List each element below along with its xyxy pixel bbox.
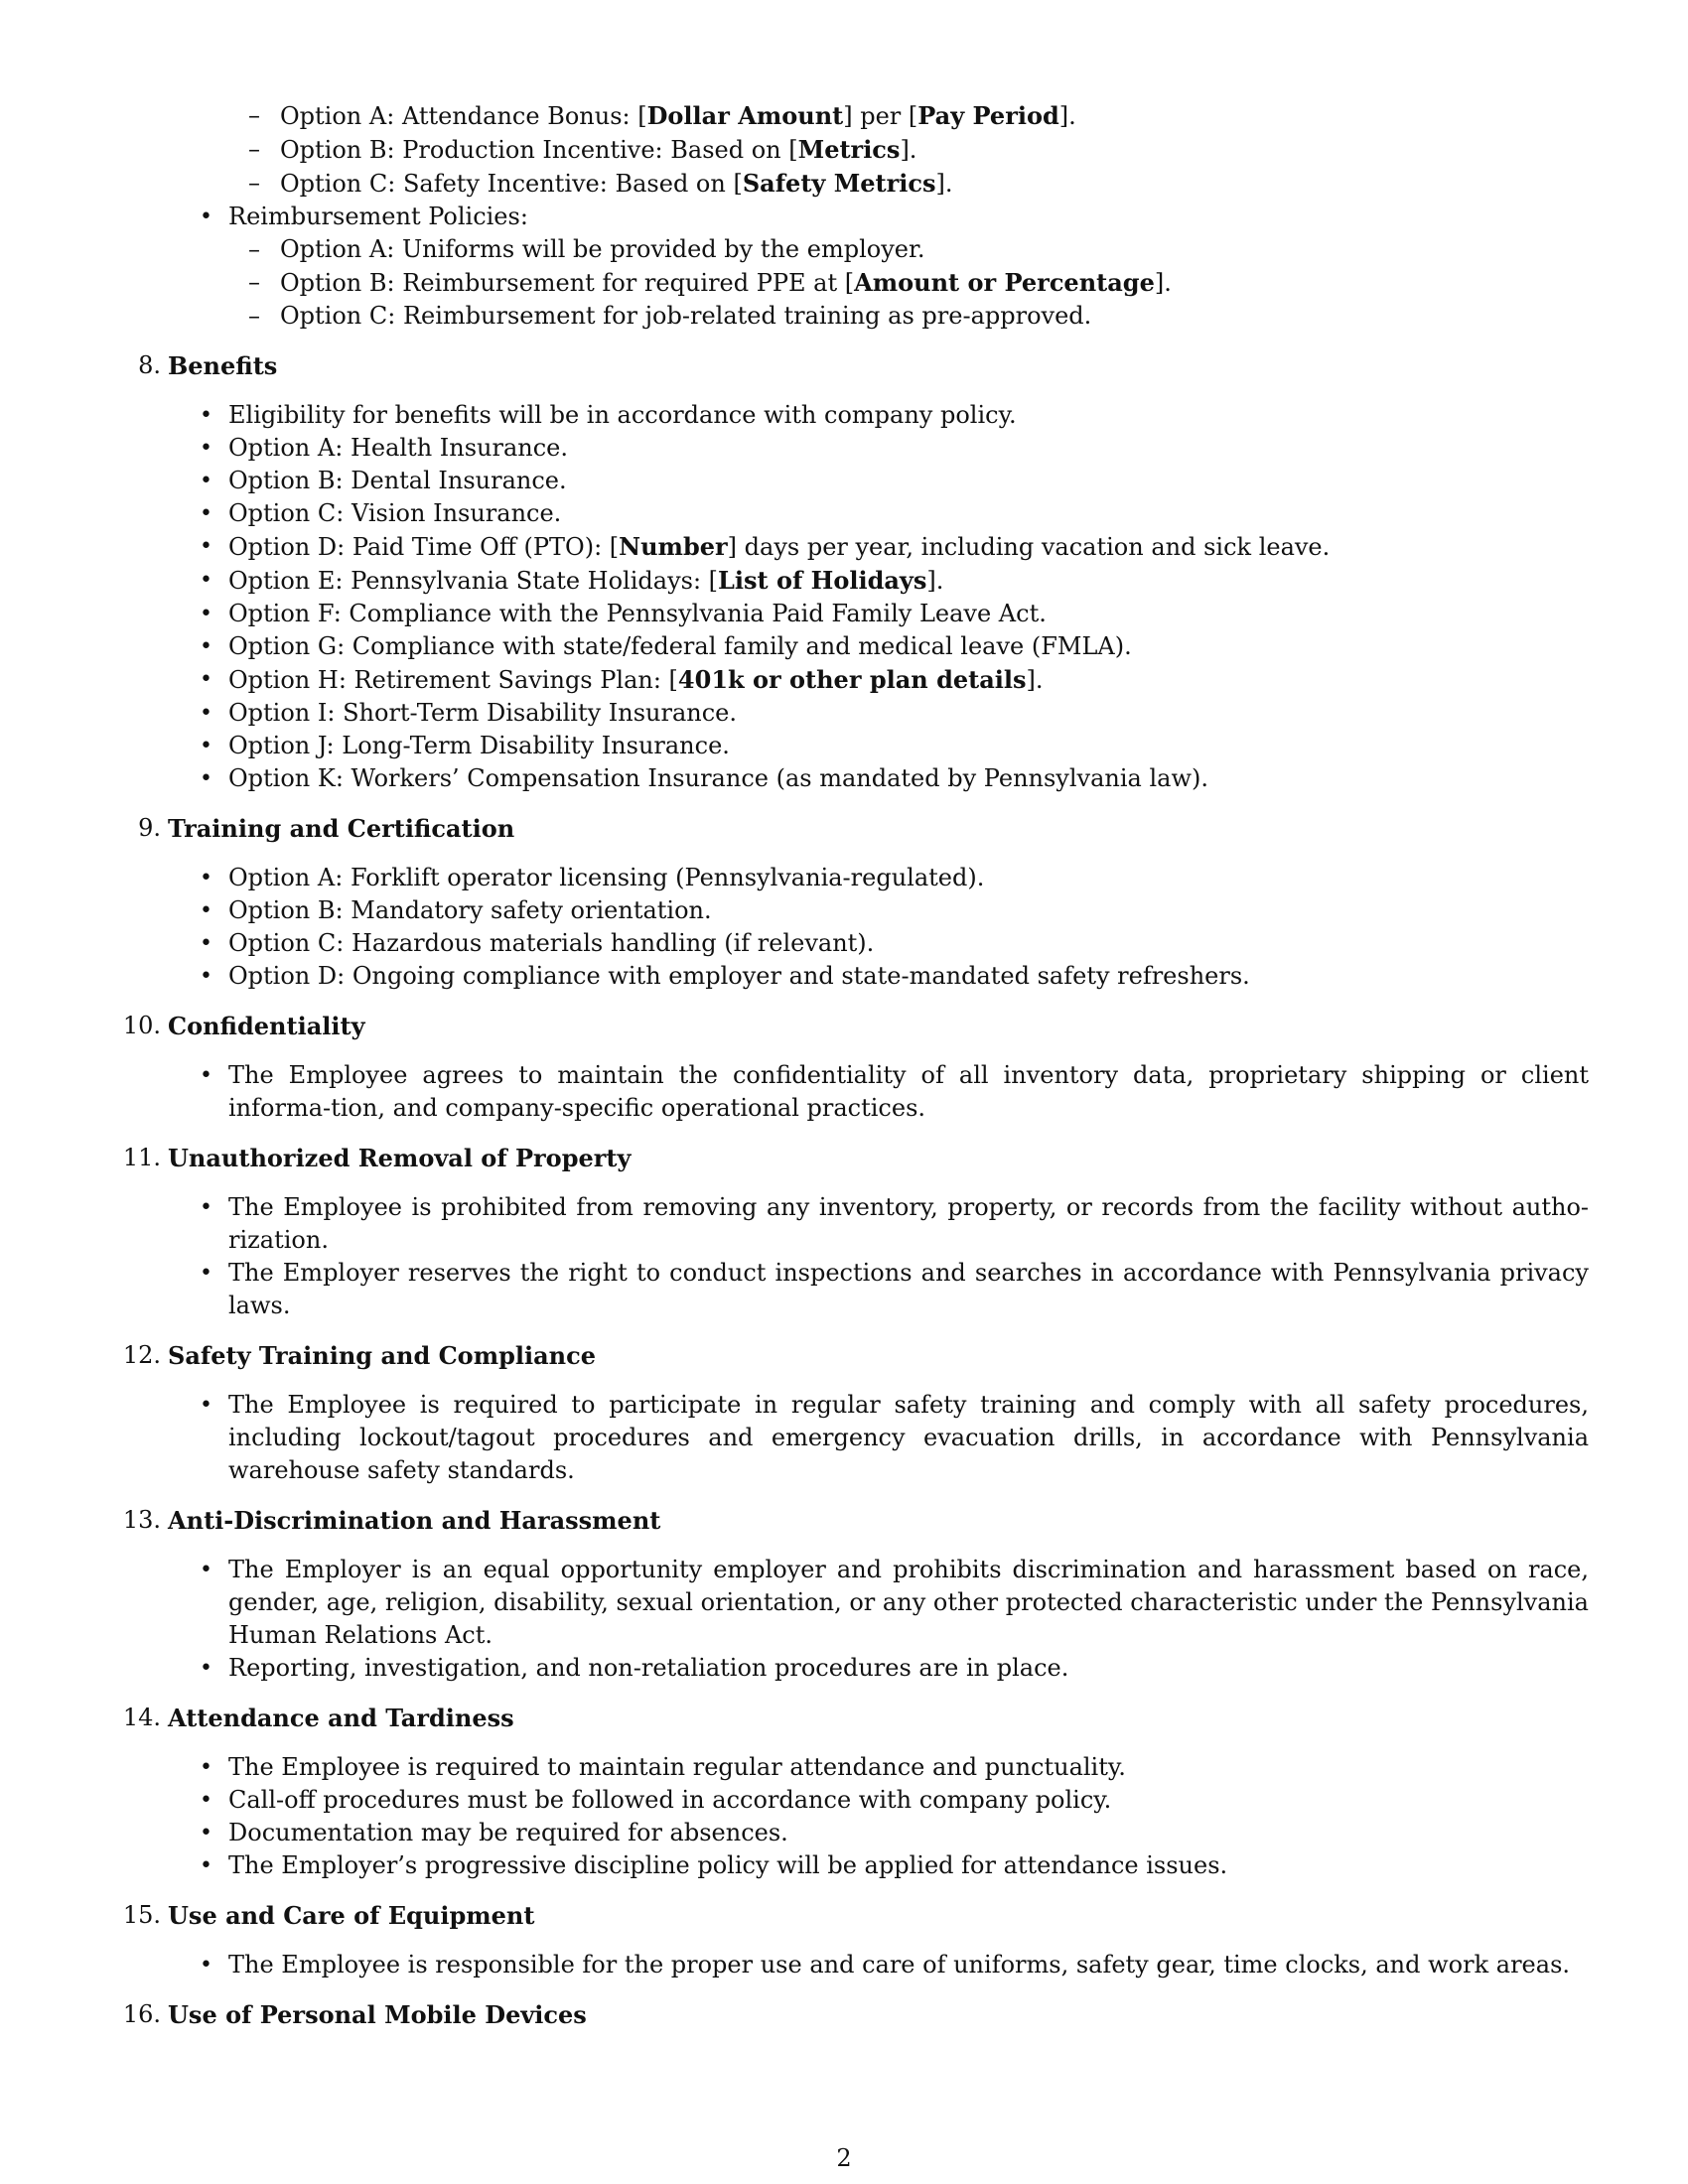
item-text [228, 632, 1132, 660]
item-text [228, 666, 1044, 694]
text-run: Documentation may be required for absences. [228, 1819, 788, 1846]
list-item [0, 1652, 1688, 1685]
section-title: Benefits [168, 351, 278, 380]
bullet-icon: • [200, 501, 212, 526]
item-text [228, 567, 943, 595]
bullet-icon: • [200, 1063, 212, 1088]
bullet-icon: • [200, 667, 212, 692]
section-number: 8. [138, 351, 161, 379]
reimbursement-options [0, 233, 1688, 333]
item-text [228, 401, 1017, 429]
section-heading [0, 1998, 1688, 2031]
sub-option-item [0, 233, 1688, 266]
bullet-icon: • [200, 1788, 212, 1813]
item-text [280, 235, 924, 263]
bullet-icon: • [200, 1953, 212, 1978]
bullet-icon: • [200, 1558, 212, 1582]
item-text [228, 1391, 1589, 1484]
item-text [228, 1786, 1111, 1814]
bullet-icon: • [200, 403, 212, 428]
list-item [0, 762, 1688, 795]
section-items [0, 1389, 1688, 1487]
item-text [228, 864, 984, 891]
list-item [0, 1949, 1688, 1981]
document-body [0, 99, 1688, 2031]
list-item [0, 697, 1688, 730]
item-text [228, 929, 874, 957]
section-items [0, 399, 1688, 795]
text-run: Option H: Retirement Savings Plan: [ [228, 666, 678, 694]
text-run: Option A: Forklift operator licensing (Pennsylvania-regulated). [228, 864, 985, 891]
item-text [280, 170, 953, 198]
list-item [0, 465, 1688, 497]
bullet-icon: • [200, 1656, 212, 1681]
text-run: ]. [1058, 102, 1076, 130]
item-text [228, 732, 730, 759]
text-run: ]. [926, 567, 944, 595]
list-item [0, 927, 1688, 960]
section-heading [0, 1010, 1688, 1042]
section-number: 9. [138, 814, 161, 842]
text-run: Option A: Uniforms will be provided by the employer. [280, 235, 925, 263]
section-heading [0, 1339, 1688, 1372]
text-run: ] days per year, including vacation and sick leave. [727, 533, 1331, 561]
item-text [228, 467, 567, 494]
section-items [0, 1191, 1688, 1322]
section-title: Safety Training and Compliance [168, 1341, 596, 1370]
list-item [0, 862, 1688, 894]
list-item [0, 1784, 1688, 1817]
bullet-icon: • [200, 568, 212, 593]
section-number: 13. [122, 1506, 161, 1534]
section-title: Use and Care of Equipment [168, 1901, 535, 1930]
text-run: The Employer is an equal opportunity employer and prohibits discrimination and harassment based on race, gender, age, religion, disability, sexual orientation, or any other protected characteristic under the Pennsylvania Human Relations Act. [228, 1556, 1589, 1649]
bullet-icon: • [200, 964, 212, 989]
section-title: Attendance and Tardiness [168, 1704, 514, 1732]
section-title: Unauthorized Removal of Property [168, 1144, 632, 1172]
item-text [228, 533, 1330, 561]
sub-option-item [0, 266, 1688, 300]
list-item [0, 432, 1688, 465]
text-run: Option C: Reimbursement for job-related training as pre-approved. [280, 302, 1092, 330]
section-title: Use of Personal Mobile Devices [168, 2000, 587, 2029]
bullet-icon: • [200, 898, 212, 923]
section-items [0, 1554, 1688, 1685]
section-items [0, 862, 1688, 993]
text-run: Option A: Attendance Bonus: [ [280, 102, 647, 130]
bullet-icon: • [200, 534, 212, 559]
page-number: 2 [836, 2144, 852, 2172]
item-text [228, 764, 1208, 792]
placeholder-field: Number [619, 532, 728, 561]
list-item [0, 1389, 1688, 1487]
text-run: Option F: Compliance with the Pennsylvania Paid Family Leave Act. [228, 600, 1047, 627]
list-item [0, 960, 1688, 993]
text-run: The Employee is responsible for the proper use and care of uniforms, safety gear, time clocks, and work areas. [228, 1951, 1571, 1979]
list-item [0, 497, 1688, 530]
item-text [228, 896, 712, 924]
list-item [0, 564, 1688, 598]
text-run: The Employee is prohibited from removing any inventory, property, or records from the facility without autho-rization. [228, 1193, 1589, 1254]
bullet-icon: • [200, 602, 212, 626]
list-item [0, 1849, 1688, 1882]
list-item [0, 630, 1688, 663]
bullet-icon: • [200, 634, 212, 659]
sub-option-item [0, 133, 1688, 167]
dash-icon: – [248, 101, 260, 129]
placeholder-field: List of Holidays [718, 566, 927, 595]
sub-option-item [0, 99, 1688, 133]
bullet-icon: • [200, 436, 212, 461]
item-text [228, 962, 1250, 990]
item-text [228, 1951, 1570, 1979]
section-number: 12. [122, 1341, 161, 1369]
section-number: 15. [122, 1901, 161, 1929]
sub-option-item [0, 300, 1688, 333]
item-text [228, 499, 561, 527]
item-text [280, 302, 1091, 330]
list-item [0, 598, 1688, 630]
text-run: The Employer reserves the right to conduct inspections and searches in accordance with Pennsylvania privacy laws. [228, 1259, 1589, 1319]
item-text [228, 1819, 788, 1846]
section-items [0, 1949, 1688, 1981]
dash-icon: – [248, 169, 260, 197]
item-text [228, 699, 737, 727]
bullet-icon: • [200, 866, 212, 890]
section-title: Anti-Discrimination and Harassment [168, 1506, 661, 1535]
reimbursement-list [0, 201, 1688, 233]
text-run: Option B: Reimbursement for required PPE at [ [280, 269, 855, 297]
text-run: Option B: Production Incentive: Based on [ [280, 136, 798, 164]
bullet-icon: • [200, 734, 212, 758]
list-item [0, 730, 1688, 762]
item-text [228, 434, 568, 462]
incentive-options [0, 99, 1688, 201]
bullet-icon: • [200, 701, 212, 726]
dash-icon: – [248, 235, 260, 263]
sub-option-item [0, 167, 1688, 201]
dash-icon: – [248, 302, 260, 330]
item-text [228, 1193, 1589, 1254]
item-text [228, 1654, 1068, 1682]
text-run: Reimbursement Policies: [228, 203, 528, 230]
section-heading [0, 1702, 1688, 1734]
text-run: The Employee is required to maintain regular attendance and punctuality. [228, 1753, 1126, 1781]
section-items [0, 1751, 1688, 1882]
text-run: Option G: Compliance with state/federal family and medical leave (FMLA). [228, 632, 1132, 660]
bullet-icon: • [200, 1755, 212, 1780]
text-run: The Employee is required to participate in regular safety training and comply with all safety procedures, including lockout/tagout procedures and emergency evacuation drills, in accordance with Pennsylvania warehouse safety standards. [228, 1391, 1589, 1484]
list-item [0, 530, 1688, 564]
section-heading [0, 1899, 1688, 1932]
text-run: ]. [900, 136, 917, 164]
placeholder-field: Amount or Percentage [854, 268, 1155, 297]
text-run: The Employer’s progressive discipline policy will be applied for attendance issues. [228, 1851, 1228, 1879]
text-run: Reporting, investigation, and non-retaliation procedures are in place. [228, 1654, 1069, 1682]
list-item [0, 1817, 1688, 1849]
text-run: ]. [1026, 666, 1044, 694]
bullet-icon: • [200, 1821, 212, 1845]
text-run: Option K: Workers’ Compensation Insurance (as mandated by Pennsylvania law). [228, 764, 1208, 792]
section-title: Confidentiality [168, 1012, 365, 1040]
section-number: 14. [122, 1704, 161, 1731]
section-number: 10. [122, 1012, 161, 1039]
item-text [228, 1851, 1227, 1879]
list-item [0, 1554, 1688, 1652]
placeholder-field: 401k or other plan details [677, 665, 1027, 694]
placeholder-field: Safety Metrics [742, 169, 936, 198]
text-run: Option B: Dental Insurance. [228, 467, 567, 494]
list-item [0, 201, 1688, 233]
text-run: ]. [935, 170, 953, 198]
section-heading [0, 349, 1688, 382]
bullet-icon: • [200, 1393, 212, 1418]
text-run: Option C: Vision Insurance. [228, 499, 562, 527]
item-text [228, 1061, 1589, 1122]
item-text [280, 136, 916, 164]
dash-icon: – [248, 135, 260, 163]
text-run: Option C: Hazardous materials handling (if relevant). [228, 929, 875, 957]
section-items [0, 1059, 1688, 1125]
section-heading [0, 1142, 1688, 1174]
text-run: Option D: Paid Time Off (PTO): [ [228, 533, 620, 561]
section-number: 16. [122, 2000, 161, 2028]
placeholder-field: Metrics [797, 135, 901, 164]
bullet-icon: • [200, 205, 212, 229]
item-text [228, 600, 1047, 627]
text-run: Option A: Health Insurance. [228, 434, 569, 462]
item-text [280, 269, 1172, 297]
text-run: Option C: Safety Incentive: Based on [ [280, 170, 743, 198]
list-item [0, 1257, 1688, 1322]
list-item [0, 1191, 1688, 1257]
item-text [280, 102, 1076, 130]
text-run: Call-off procedures must be followed in accordance with company policy. [228, 1786, 1112, 1814]
item-text [228, 1556, 1589, 1649]
bullet-icon: • [200, 1853, 212, 1878]
list-item [0, 894, 1688, 927]
text-run: Eligibility for benefits will be in accordance with company policy. [228, 401, 1017, 429]
bullet-icon: • [200, 469, 212, 493]
list-item [0, 1751, 1688, 1784]
bullet-icon: • [200, 1261, 212, 1286]
list-item [0, 663, 1688, 697]
bullet-icon: • [200, 1195, 212, 1220]
list-item [0, 1059, 1688, 1125]
text-run: Option I: Short-Term Disability Insurance. [228, 699, 738, 727]
section-heading [0, 1504, 1688, 1537]
list-item [0, 399, 1688, 432]
bullet-icon: • [200, 766, 212, 791]
section-title: Training and Certification [168, 814, 515, 843]
text-run: ] per [ [843, 102, 918, 130]
item-text [228, 1259, 1589, 1319]
text-run: ]. [1154, 269, 1172, 297]
text-run: Option D: Ongoing compliance with employer and state-mandated safety refreshers. [228, 962, 1250, 990]
item-text [228, 203, 528, 230]
text-run: Option E: Pennsylvania State Holidays: [ [228, 567, 719, 595]
text-run: The Employee agrees to maintain the confidentiality of all inventory data, proprietary shipping or client informa-tion, and company-specific operational practices. [228, 1061, 1589, 1122]
dash-icon: – [248, 268, 260, 296]
text-run: Option B: Mandatory safety orientation. [228, 896, 712, 924]
bullet-icon: • [200, 931, 212, 956]
placeholder-field: Dollar Amount [646, 101, 844, 130]
section-heading [0, 812, 1688, 845]
item-text [228, 1753, 1126, 1781]
placeholder-field: Pay Period [917, 101, 1059, 130]
text-run: Option J: Long-Term Disability Insurance. [228, 732, 730, 759]
section-number: 11. [122, 1144, 161, 1171]
